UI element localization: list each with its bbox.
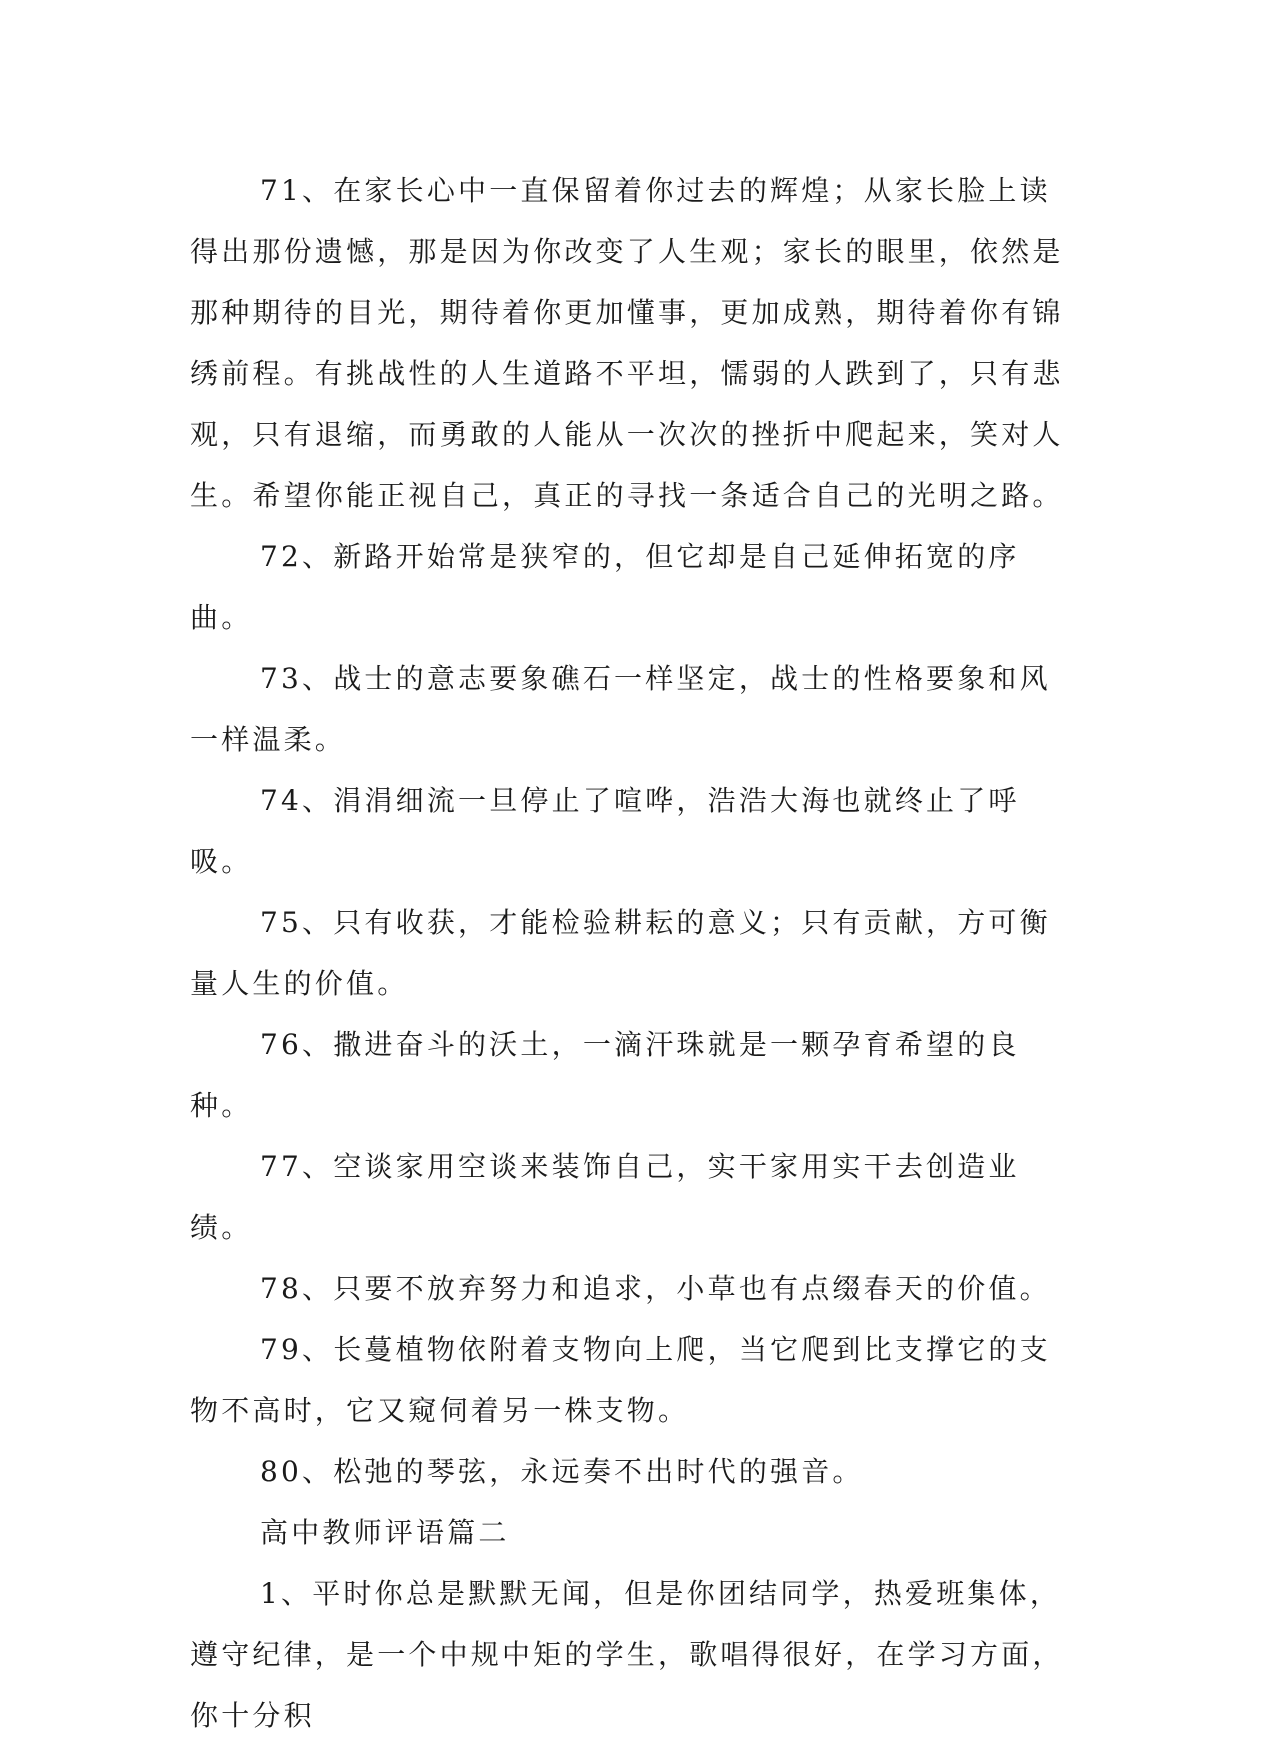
paragraph-71: 71、在家长心中一直保留着你过去的辉煌；从家长脸上读得出那份遗憾，那是因为你改变了人生观；家长的眼里，依然是那种期待的目光，期待着你更加懂事，更加成熟，期待着你有锦绣前程。有挑战性的人生道路不平坦，懦弱的人跌到了，只有悲观，只有退缩，而勇敢的人能从一次次的挫折中爬起来，笑对人生。希望你能正视自己，真正的寻找一条适合自己的光明之路。 — [190, 174, 1064, 512]
paragraph-75: 75、只有收获，才能检验耕耘的意义；只有贡献，方可衡量人生的价值。 — [190, 906, 1051, 1000]
paragraph-79: 79、长蔓植物依附着支物向上爬，当它爬到比支撑它的支物不高时，它又窥伺着另一株支物。 — [190, 1333, 1051, 1427]
paragraph-1: 1、平时你总是默默无闻，但是你团结同学，热爱班集体，遵守纪律，是一个中规中矩的学生，歌唱得很好，在学习方面，你十分积 — [190, 1577, 1064, 1732]
paragraph-76: 76、撒进奋斗的沃土，一滴汗珠就是一颗孕育希望的良种。 — [190, 1028, 1020, 1122]
paragraph-77: 77、空谈家用空谈来装饰自己，实干家用实干去创造业绩。 — [190, 1150, 1020, 1244]
section-heading: 高中教师评语篇二 — [260, 1516, 510, 1549]
paragraph-73: 73、战士的意志要象礁石一样坚定，战士的性格要象和风一样温柔。 — [190, 662, 1051, 756]
paragraph-74: 74、涓涓细流一旦停止了喧哗，浩浩大海也就终止了呼吸。 — [190, 784, 1020, 878]
paragraph-78: 78、只要不放弃努力和追求，小草也有点缀春天的价值。 — [260, 1272, 1051, 1305]
paragraph-72: 72、新路开始常是狭窄的，但它却是自己延伸拓宽的序曲。 — [190, 540, 1020, 634]
document-body — [190, 160, 1080, 1746]
paragraph-80: 80、松弛的琴弦，永远奏不出时代的强音。 — [260, 1455, 864, 1488]
